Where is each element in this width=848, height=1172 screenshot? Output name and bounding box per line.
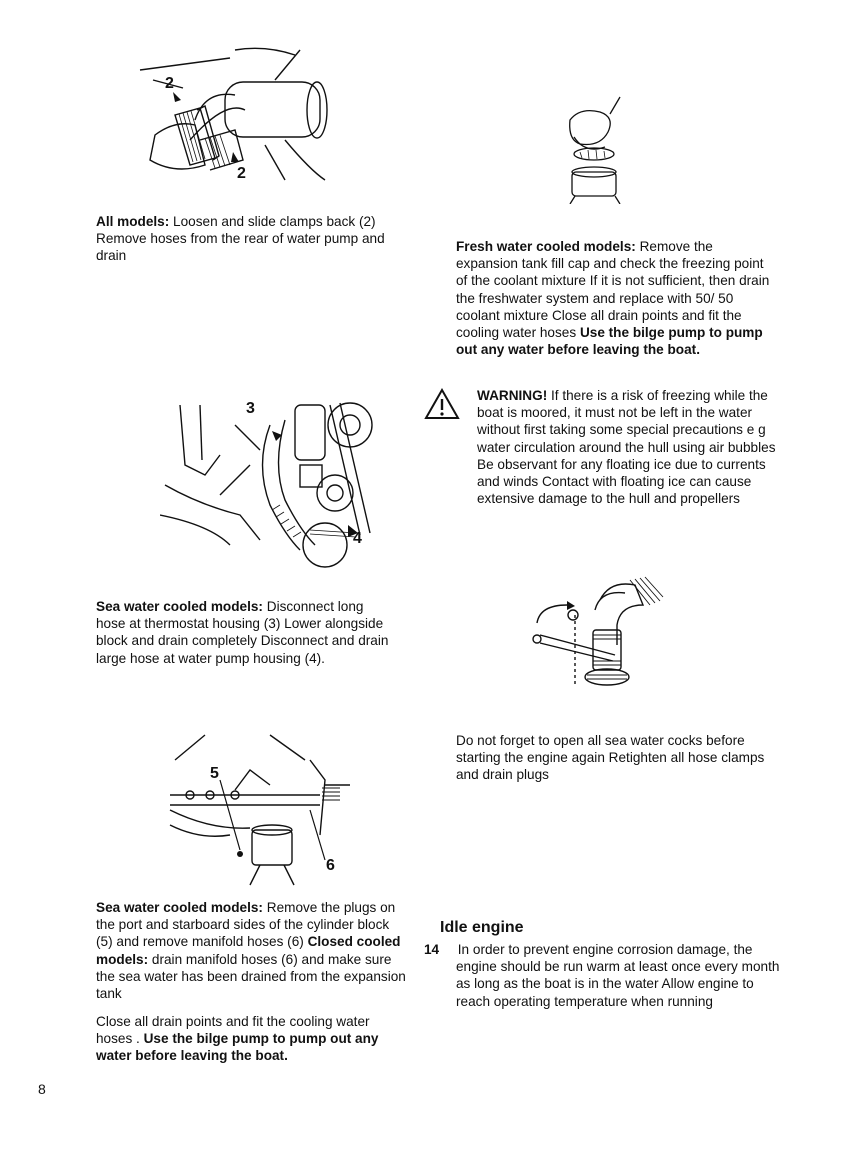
warning-icon (424, 388, 460, 425)
right-block-warning (477, 387, 777, 507)
figure-thermostat-housing (160, 385, 380, 570)
lead-warning: WARNING! (477, 388, 548, 403)
right-block-fresh-water (456, 238, 776, 358)
right-block-idle-engine (424, 941, 780, 1010)
text-all-models: Loosen and slide clamps back (2) Remove hoses from the rear of water pump and drain (96, 214, 385, 264)
callout-4: 4 (353, 530, 362, 547)
text-idle-engine: In order to prevent engine corrosion damage, the engine should be run warm at least once every month as long as the boat is in the water Allow engine to reach operating temperature when running (456, 942, 780, 1009)
callout-5: 5 (210, 765, 219, 782)
text-warning: If there is a risk of freezing while the boat is moored, it must not be left in the water without first taking some special precautions e g water circulation around the hull using air bubbles Be observant for any floating ice due to currents and winds Contact with floating ice can cause extensive damage to the hull and propellers (477, 388, 776, 507)
callout-2b: 2 (237, 165, 246, 182)
lead-all-models: All models: (96, 214, 170, 229)
callout-2a: 2 (165, 75, 174, 92)
page-number: 8 (38, 1081, 46, 1097)
lead-fresh-water: Fresh water cooled models: (456, 239, 636, 254)
figure-expansion-tank-cap (560, 92, 635, 204)
text-closed-cooled: drain manifold hoses (6) and make sure the sea water has been drained from the expansion tank (96, 951, 406, 1002)
lead-closed-cooled: Closed cooled models: (96, 934, 401, 967)
figure-cylinder-block-plugs (140, 730, 360, 890)
left-block-sea-water-2 (96, 899, 406, 1002)
lead-sea-water-2: Sea water cooled models: (96, 900, 263, 915)
text-fresh-water: Remove the expansion tank fill cap and check the freezing point of the coolant mixture If it is not sufficient, then drain the freshwater system and replace with 50/ 50 coolant mixture Close all drain points and fit the cooling water hoses (456, 239, 770, 341)
lead-sea-water-1: Sea water cooled models: (96, 599, 263, 614)
bold-bilge-pump-right: Use the bilge pump to pump out any water before leaving the boat. (456, 325, 763, 358)
callout-6: 6 (326, 857, 335, 874)
section-title-idle-engine: Idle engine (440, 919, 524, 936)
bold-bilge-pump-left: Use the bilge pump to pump out any water before leaving the boat. (96, 1031, 379, 1064)
text-close-drains: Close all drain points and fit the cooling water hoses . (96, 1014, 370, 1047)
left-block-close-drains (96, 1013, 406, 1065)
figure-water-pump-clamps (135, 40, 345, 190)
text-sea-water-2: Remove the plugs on the port and starboard sides of the cylinder block (5) and remove manifold hoses (6) (96, 900, 396, 950)
callout-3: 3 (246, 400, 255, 417)
text-sea-water-1: Disconnect long hose at thermostat housing (3) Lower alongside block and drain completely Disconnect and drain large hose at water pump housing (4). (96, 599, 389, 666)
left-block-all-models (96, 213, 416, 265)
left-block-sea-water-1 (96, 598, 396, 667)
figure-sea-water-cock (525, 575, 665, 695)
text-sea-cocks: Do not forget to open all sea water cocks before starting the engine again Retighten all hose clamps and drain plugs (456, 733, 765, 783)
right-block-sea-cocks (456, 732, 776, 784)
step-number-14: 14 (424, 942, 440, 957)
